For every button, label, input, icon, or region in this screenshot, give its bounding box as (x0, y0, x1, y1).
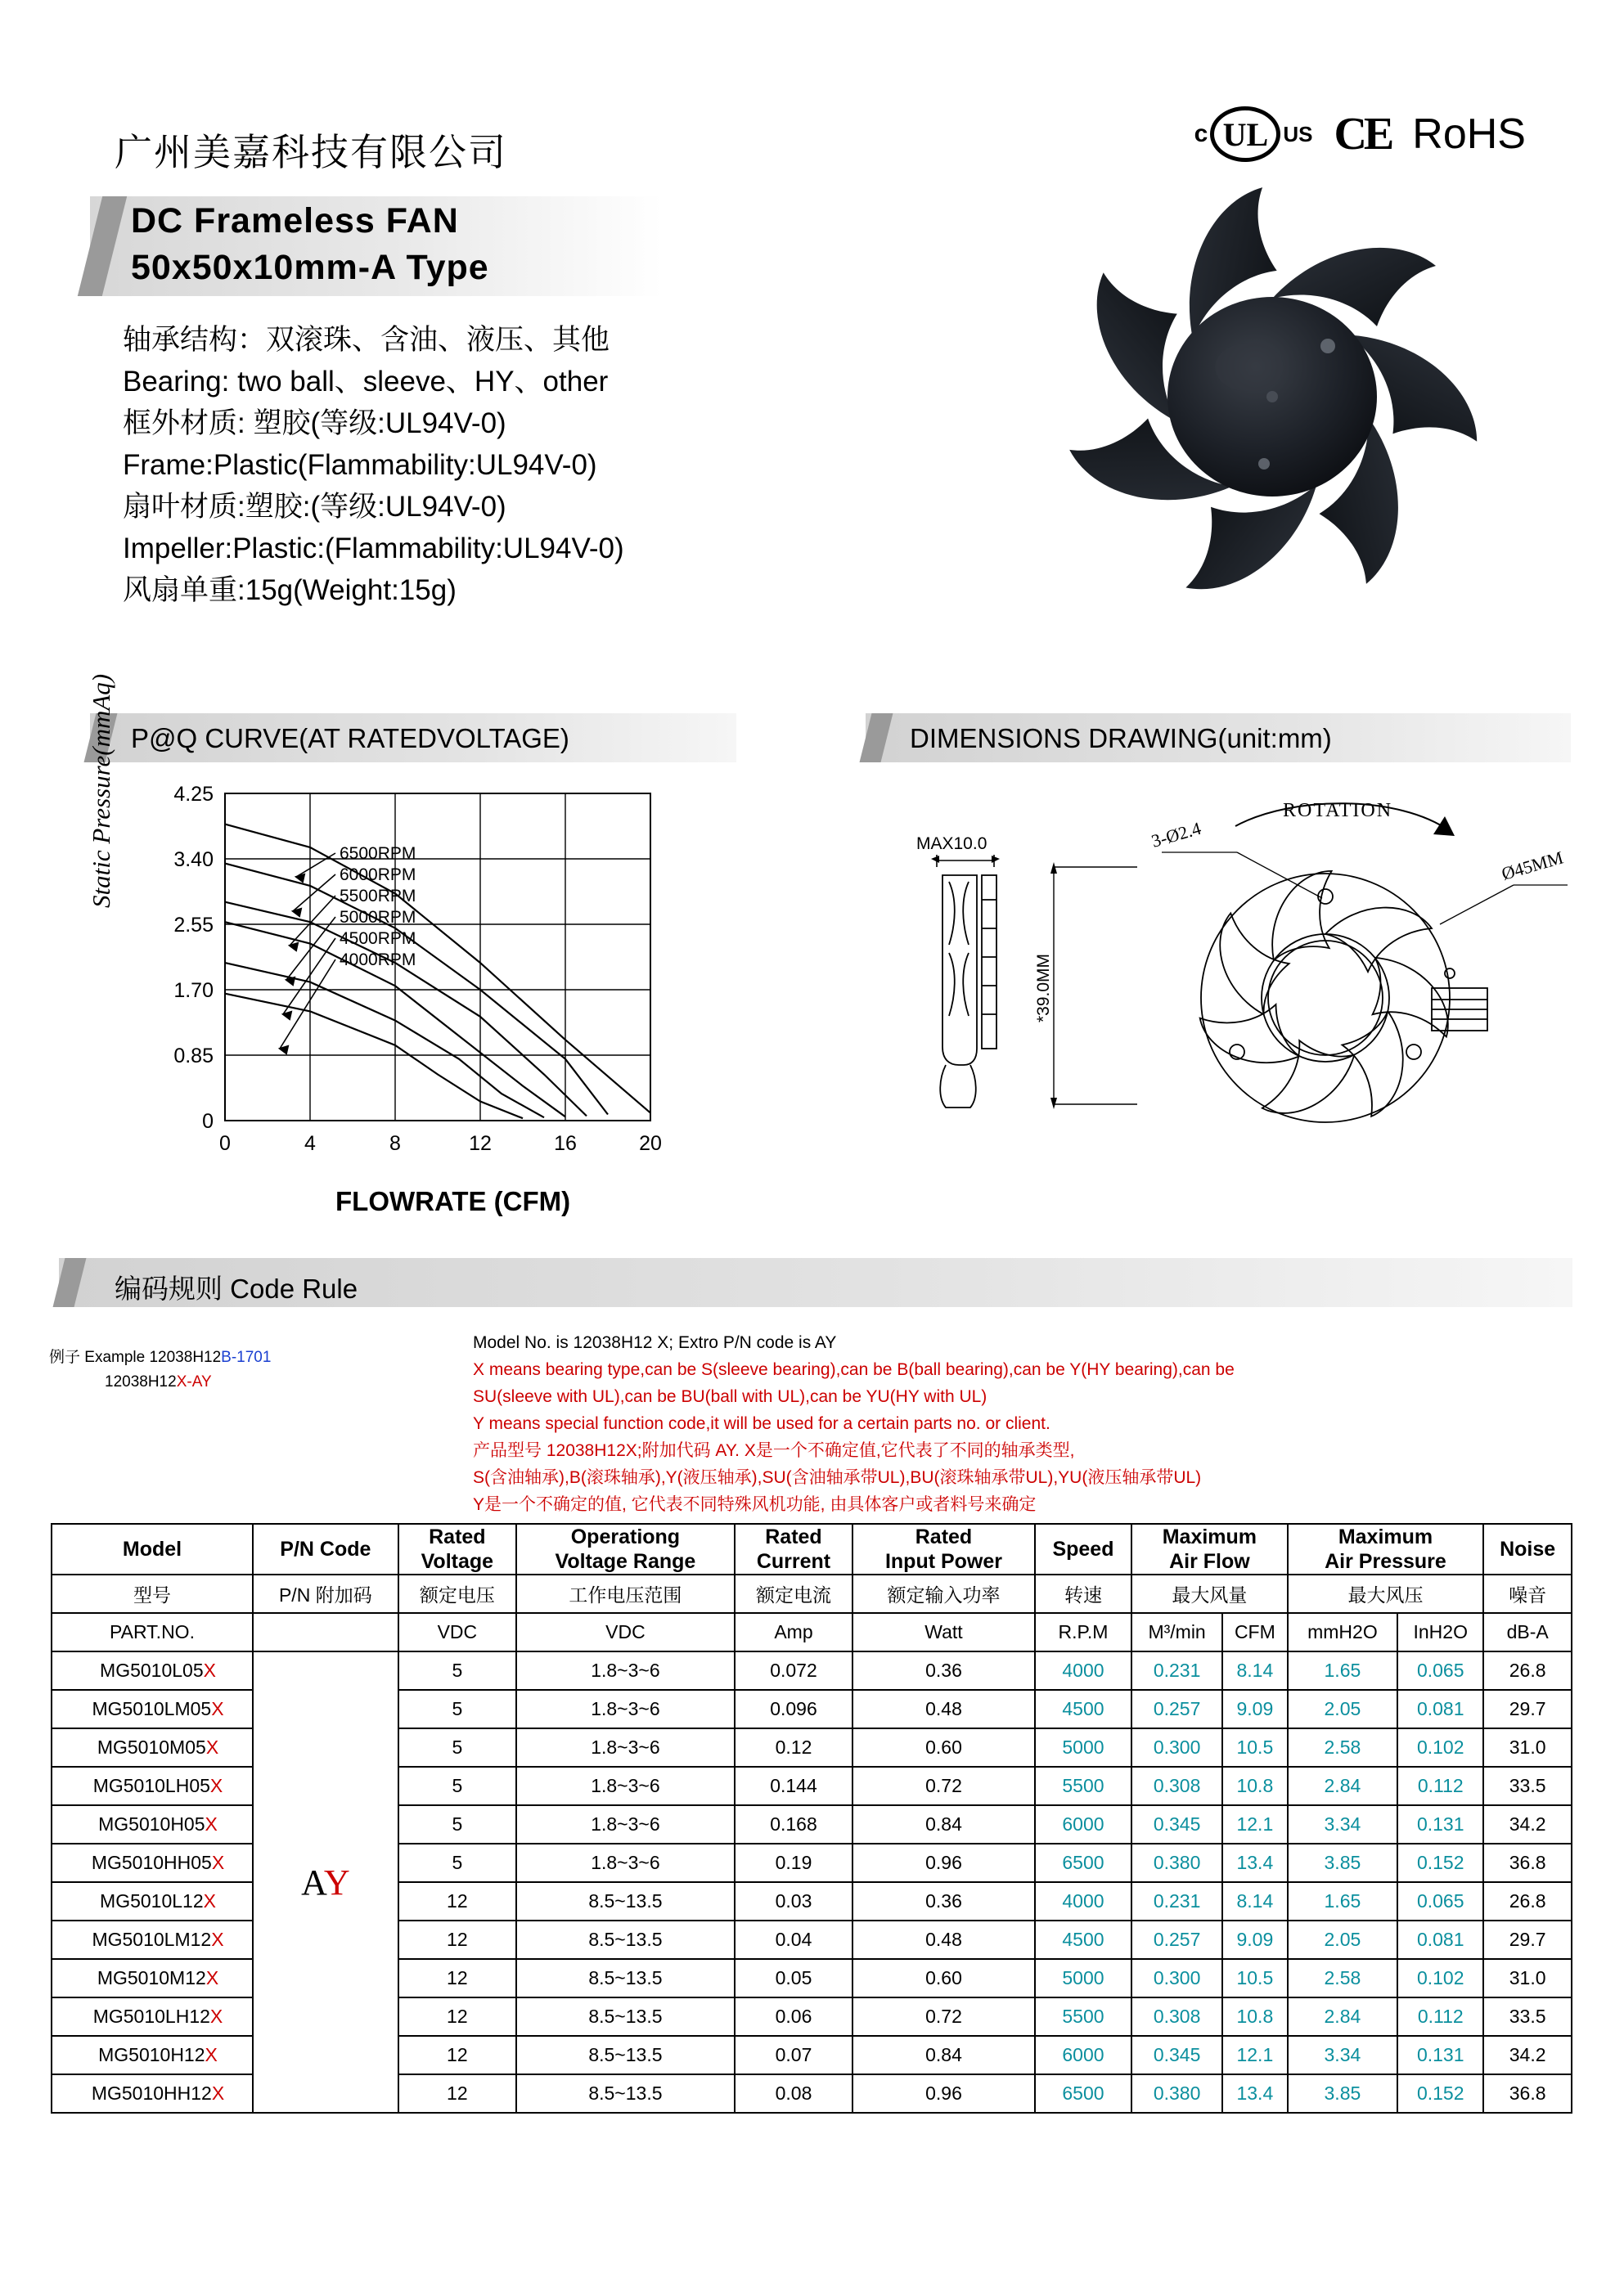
cell-pressure-mmh2o: 3.34 (1288, 1805, 1398, 1844)
cell-noise: 33.5 (1483, 1767, 1572, 1805)
th-cn-speed: 转速 (1035, 1575, 1131, 1613)
cell-voltage-range: 8.5~13.5 (516, 1959, 735, 1997)
cell-airflow-m3: 0.380 (1131, 2074, 1222, 2113)
cell-pressure-mmh2o: 3.85 (1288, 1844, 1398, 1882)
pq-y-tick: 0 (202, 1110, 214, 1133)
code-example-line2-suffix: X-AY (176, 1373, 212, 1391)
cell-speed: 6500 (1035, 1844, 1131, 1882)
height-dimension-label: *39.0MM (1034, 953, 1053, 1022)
pq-y-tick: 1.70 (173, 979, 214, 1002)
cell-model: MG5010H12X (52, 2036, 253, 2074)
cell-voltage-range: 8.5~13.5 (516, 2074, 735, 2113)
ul-listed-icon (1194, 106, 1313, 162)
specification-table (51, 1523, 1572, 2114)
pq-curve-6000rpm (225, 864, 608, 1115)
code-example-suffix: B-1701 (221, 1349, 272, 1366)
th-rated-current: Rated Current (735, 1524, 852, 1575)
cell-rated-current: 0.096 (735, 1690, 852, 1728)
th-rated-input-power: Rated Input Power (852, 1524, 1035, 1575)
cell-pressure-mmh2o: 2.84 (1288, 1767, 1398, 1805)
company-name: 广州美嘉科技有限公司 (115, 131, 507, 173)
cell-model: MG5010LM05X (52, 1690, 253, 1728)
specification-list (123, 319, 624, 611)
cell-rated-current: 0.168 (735, 1805, 852, 1844)
cell-input-power: 0.36 (852, 1651, 1035, 1690)
th-pn-code: P/N Code (253, 1524, 398, 1575)
cell-noise: 34.2 (1483, 2036, 1572, 2074)
pq-legend-leader (280, 959, 335, 1049)
cell-input-power: 0.84 (852, 1805, 1035, 1844)
pq-y-axis-label: Static Pressure(mmAq) (87, 673, 115, 908)
rohs-icon: RoHS (1412, 110, 1526, 158)
cell-airflow-m3: 0.308 (1131, 1767, 1222, 1805)
spec-frame-en: Frame:Plastic(Flammability:UL94V-0) (123, 449, 597, 481)
cell-airflow-m3: 0.380 (1131, 1844, 1222, 1882)
pq-legend-5000rpm: 5000RPM (340, 908, 416, 927)
cell-airflow-m3: 0.300 (1131, 1728, 1222, 1767)
cell-airflow-cfm: 12.1 (1222, 2036, 1288, 2074)
cell-model: MG5010L05X (52, 1651, 253, 1690)
th-rated-voltage: Rated Voltage (398, 1524, 516, 1575)
certification-marks (1194, 106, 1526, 162)
cell-speed: 4500 (1035, 1921, 1131, 1959)
code-rule-line-6: S(含油轴承),B(滚珠轴承),Y(液压轴承),SU(含油轴承带UL),BU(滚珠轴承带UL),YU(液压轴承带UL) (473, 1468, 1202, 1487)
cell-input-power: 0.36 (852, 1882, 1035, 1921)
cell-rated-current: 0.04 (735, 1921, 852, 1959)
cell-speed: 6500 (1035, 2074, 1131, 2113)
cell-voltage-range: 8.5~13.5 (516, 1921, 735, 1959)
th-cn-air-pressure: 最大风压 (1288, 1575, 1484, 1613)
cell-pressure-mmh2o: 2.05 (1288, 1690, 1398, 1728)
pq-x-tick: 0 (219, 1132, 231, 1155)
cell-airflow-cfm: 10.5 (1222, 1728, 1288, 1767)
th-cn-voltage-range: 工作电压范围 (516, 1575, 735, 1613)
cell-rated-current: 0.06 (735, 1997, 852, 2036)
cell-voltage-range: 8.5~13.5 (516, 1882, 735, 1921)
th-cn-noise: 噪音 (1483, 1575, 1572, 1613)
cell-pressure-inh2o: 0.131 (1397, 2036, 1483, 2074)
th-unit-dba: dB-A (1483, 1613, 1572, 1651)
th-unit-partno: PART.NO. (52, 1613, 253, 1651)
cell-noise: 29.7 (1483, 1921, 1572, 1959)
table-header-row-en (52, 1524, 1572, 1575)
cell-airflow-m3: 0.300 (1131, 1959, 1222, 1997)
th-max-air-flow: Maximum Air Flow (1131, 1524, 1288, 1575)
cell-airflow-cfm: 8.14 (1222, 1651, 1288, 1690)
cell-voltage-range: 8.5~13.5 (516, 2036, 735, 2074)
cell-pressure-inh2o: 0.081 (1397, 1921, 1483, 1959)
cell-noise: 31.0 (1483, 1959, 1572, 1997)
pq-legend-6000rpm: 6000RPM (340, 865, 416, 884)
cell-noise: 33.5 (1483, 1997, 1572, 2036)
cell-rated-voltage: 12 (398, 1882, 516, 1921)
cell-rated-voltage: 12 (398, 2036, 516, 2074)
code-rule-line-2: X means bearing type,can be S(sleeve bearing),can be B(ball bearing),can be Y(HY bearing),can be (473, 1360, 1235, 1379)
cell-airflow-cfm: 13.4 (1222, 2074, 1288, 2113)
pq-x-tick: 4 (304, 1132, 316, 1155)
th-unit-inh2o: InH2O (1397, 1613, 1483, 1651)
cell-pressure-mmh2o: 1.65 (1288, 1882, 1398, 1921)
spec-bearing-en: Bearing: two ball、sleeve、HY、other (123, 366, 609, 398)
cell-pressure-inh2o: 0.112 (1397, 1767, 1483, 1805)
cell-airflow-cfm: 9.09 (1222, 1921, 1288, 1959)
cell-airflow-cfm: 10.8 (1222, 1767, 1288, 1805)
cell-rated-current: 0.07 (735, 2036, 852, 2074)
ul-c-label: c (1194, 120, 1208, 147)
pq-legend-6500rpm: 6500RPM (340, 844, 416, 863)
pq-x-tick: 8 (389, 1132, 401, 1155)
section-dimensions-label: DIMENSIONS DRAWING(unit:mm) (910, 723, 1332, 753)
pq-x-axis-label: FLOWRATE (CFM) (335, 1186, 571, 1216)
th-max-air-pressure: Maximum Air Pressure (1288, 1524, 1484, 1575)
cell-model: MG5010HH12X (52, 2074, 253, 2113)
cell-noise: 26.8 (1483, 1882, 1572, 1921)
cell-input-power: 0.48 (852, 1921, 1035, 1959)
cell-pressure-mmh2o: 2.05 (1288, 1921, 1398, 1959)
th-cn-pn-code: P/N 附加码 (253, 1575, 398, 1613)
code-rule-description (473, 1329, 1577, 1518)
cell-input-power: 0.48 (852, 1690, 1035, 1728)
cell-rated-current: 0.072 (735, 1651, 852, 1690)
cell-airflow-cfm: 12.1 (1222, 1805, 1288, 1844)
cell-pressure-inh2o: 0.102 (1397, 1959, 1483, 1997)
cell-input-power: 0.96 (852, 1844, 1035, 1882)
cell-rated-voltage: 12 (398, 1997, 516, 2036)
pq-y-tick: 4.25 (173, 783, 214, 806)
th-cn-input-power: 额定输入功率 (852, 1575, 1035, 1613)
cell-voltage-range: 1.8~3~6 (516, 1844, 735, 1882)
cell-airflow-m3: 0.345 (1131, 1805, 1222, 1844)
cell-model: MG5010L12X (52, 1882, 253, 1921)
cell-airflow-cfm: 10.8 (1222, 1997, 1288, 2036)
code-rule-line-7: Y是一个不确定的值, 它代表不同特殊风机功能, 由具体客户或者料号来确定 (473, 1495, 1037, 1514)
cell-input-power: 0.72 (852, 1767, 1035, 1805)
pq-legend-4000rpm: 4000RPM (340, 950, 416, 969)
cell-speed: 4500 (1035, 1690, 1131, 1728)
cell-pressure-inh2o: 0.081 (1397, 1690, 1483, 1728)
table-header-row-units (52, 1613, 1572, 1651)
cell-rated-voltage: 5 (398, 1805, 516, 1844)
cell-model: MG5010LH05X (52, 1767, 253, 1805)
th-cn-air-flow: 最大风量 (1131, 1575, 1288, 1613)
th-noise: Noise (1483, 1524, 1572, 1575)
cell-rated-voltage: 5 (398, 1651, 516, 1690)
spec-impeller-en: Impeller:Plastic:(Flammability:UL94V-0) (123, 532, 624, 564)
cell-model: MG5010M05X (52, 1728, 253, 1767)
code-rule-line-5: 产品型号 12038H12X;附加代码 AY. X是一个不确定值,它代表了不同的轴承类型, (473, 1441, 1075, 1460)
cell-voltage-range: 1.8~3~6 (516, 1690, 735, 1728)
cell-input-power: 0.60 (852, 1959, 1035, 1997)
code-rule-line-1: Model No. is 12038H12 X; Extro P/N code is AY (473, 1333, 837, 1352)
th-unit-cfm: CFM (1222, 1613, 1288, 1651)
pq-curve-4000rpm (225, 994, 523, 1119)
cell-noise: 36.8 (1483, 2074, 1572, 2113)
dimension-drawing (867, 777, 1587, 1235)
table-row (52, 1651, 1572, 1690)
pq-x-tick: 12 (469, 1132, 492, 1155)
pq-y-tick: 0.85 (173, 1045, 214, 1067)
cell-airflow-m3: 0.345 (1131, 2036, 1222, 2074)
pq-x-tick: 16 (554, 1132, 577, 1155)
section-code-rule-label: 编码规则 Code Rule (115, 1274, 358, 1304)
cell-speed: 5000 (1035, 1959, 1131, 1997)
cell-rated-current: 0.08 (735, 2074, 852, 2113)
ce-icon: CE (1334, 109, 1392, 160)
cell-pressure-inh2o: 0.152 (1397, 1844, 1483, 1882)
th-unit-rpm: R.P.M (1035, 1613, 1131, 1651)
th-unit-vdc2: VDC (516, 1613, 735, 1651)
rotation-label: ROTATION (1283, 800, 1393, 821)
pq-legend-5500rpm: 5500RPM (340, 887, 416, 905)
code-rule-example (49, 1346, 271, 1395)
cell-input-power: 0.96 (852, 2074, 1035, 2113)
cell-airflow-cfm: 13.4 (1222, 1844, 1288, 1882)
cell-voltage-range: 1.8~3~6 (516, 1805, 735, 1844)
cell-pressure-inh2o: 0.065 (1397, 1651, 1483, 1690)
cell-input-power: 0.72 (852, 1997, 1035, 2036)
cell-airflow-cfm: 10.5 (1222, 1959, 1288, 1997)
diameter-label: Ø45MM (1499, 847, 1566, 884)
cell-input-power: 0.60 (852, 1728, 1035, 1767)
cell-speed: 6000 (1035, 1805, 1131, 1844)
th-operating-voltage-range: Operationg Voltage Range (516, 1524, 735, 1575)
table-header-row-cn (52, 1575, 1572, 1613)
cell-pressure-inh2o: 0.065 (1397, 1882, 1483, 1921)
cell-airflow-m3: 0.231 (1131, 1651, 1222, 1690)
code-rule-line-3: SU(sleeve with UL),can be BU(ball with UL),can be YU(HY with UL) (473, 1387, 987, 1406)
cell-input-power: 0.84 (852, 2036, 1035, 2074)
cell-model: MG5010M12X (52, 1959, 253, 1997)
cell-noise: 29.7 (1483, 1690, 1572, 1728)
cell-speed: 5500 (1035, 1767, 1131, 1805)
cell-speed: 4000 (1035, 1651, 1131, 1690)
spec-frame-cn: 框外材质: 塑胶(等级:UL94V-0) (123, 407, 506, 439)
pq-y-tick: 2.55 (173, 914, 214, 937)
cell-airflow-cfm: 9.09 (1222, 1690, 1288, 1728)
cell-rated-voltage: 5 (398, 1690, 516, 1728)
th-unit-pn (253, 1613, 398, 1651)
th-cn-model: 型号 (52, 1575, 253, 1613)
cell-noise: 34.2 (1483, 1805, 1572, 1844)
pq-legend-leader (290, 896, 335, 946)
hole-dimension-label: 3-Ø2.4 (1149, 817, 1203, 851)
th-cn-rated-current: 额定电流 (735, 1575, 852, 1613)
code-example-label: 例子 Example 12038H12 (49, 1349, 222, 1366)
th-unit-amp: Amp (735, 1613, 852, 1651)
pq-x-tick: 20 (639, 1132, 662, 1155)
cell-model: MG5010H05X (52, 1805, 253, 1844)
pq-y-tick: 3.40 (173, 848, 214, 871)
pq-plot-area (90, 777, 794, 1161)
cell-pressure-mmh2o: 3.34 (1288, 2036, 1398, 2074)
cell-pressure-mmh2o: 1.65 (1288, 1651, 1398, 1690)
ul-circle-icon: UL (1210, 106, 1280, 162)
cell-model: MG5010LH12X (52, 1997, 253, 2036)
cell-voltage-range: 1.8~3~6 (516, 1651, 735, 1690)
cell-rated-voltage: 12 (398, 1959, 516, 1997)
th-unit-mmh2o: mmH2O (1288, 1613, 1398, 1651)
cell-voltage-range: 8.5~13.5 (516, 1997, 735, 2036)
pq-curve-6500rpm (225, 824, 650, 1113)
cell-rated-current: 0.144 (735, 1767, 852, 1805)
product-title-line1: DC Frameless FAN (131, 201, 459, 240)
cell-airflow-m3: 0.257 (1131, 1690, 1222, 1728)
fan-product-photo (1035, 172, 1509, 630)
cell-pressure-mmh2o: 2.84 (1288, 1997, 1398, 2036)
th-unit-watt: Watt (852, 1613, 1035, 1651)
cell-rated-voltage: 12 (398, 1921, 516, 1959)
cell-rated-current: 0.03 (735, 1882, 852, 1921)
cell-speed: 6000 (1035, 2036, 1131, 2074)
cell-rated-voltage: 5 (398, 1844, 516, 1882)
section-pq-label: P@Q CURVE(AT RATEDVOLTAGE) (131, 723, 569, 753)
cell-airflow-m3: 0.257 (1131, 1921, 1222, 1959)
cell-noise: 26.8 (1483, 1651, 1572, 1690)
ul-us-label: US (1283, 121, 1313, 146)
cell-noise: 36.8 (1483, 1844, 1572, 1882)
cell-pressure-mmh2o: 3.85 (1288, 2074, 1398, 2113)
code-example-line2-base: 12038H12 (105, 1373, 177, 1391)
cell-rated-current: 0.12 (735, 1728, 852, 1767)
th-unit-vdc1: VDC (398, 1613, 516, 1651)
cell-airflow-m3: 0.308 (1131, 1997, 1222, 2036)
cell-pressure-inh2o: 0.112 (1397, 1997, 1483, 2036)
cell-rated-voltage: 5 (398, 1767, 516, 1805)
cell-model: MG5010HH05X (52, 1844, 253, 1882)
cell-rated-current: 0.05 (735, 1959, 852, 1997)
th-unit-m3min: M³/min (1131, 1613, 1222, 1651)
code-rule-line-4: Y means special function code,it will be used for a certain parts no. or client. (473, 1414, 1050, 1433)
cell-pressure-inh2o: 0.131 (1397, 1805, 1483, 1844)
cell-pressure-mmh2o: 2.58 (1288, 1959, 1398, 1997)
product-title-line2: 50x50x10mm-A Type (131, 248, 489, 287)
cell-model: MG5010LM12X (52, 1921, 253, 1959)
th-cn-rated-voltage: 额定电压 (398, 1575, 516, 1613)
spec-bearing-cn: 轴承结构：双滚珠、含油、液压、其他 (123, 324, 610, 356)
cell-rated-current: 0.19 (735, 1844, 852, 1882)
pq-legend-4500rpm: 4500RPM (340, 929, 416, 948)
cell-airflow-m3: 0.231 (1131, 1882, 1222, 1921)
cell-rated-voltage: 12 (398, 2074, 516, 2113)
th-model: Model (52, 1524, 253, 1575)
th-speed: Speed (1035, 1524, 1131, 1575)
cell-pressure-inh2o: 0.102 (1397, 1728, 1483, 1767)
table-body (52, 1651, 1572, 2113)
pq-legend-leader (296, 853, 335, 877)
spec-impeller-cn: 扇叶材质:塑胶:(等级:UL94V-0) (123, 491, 506, 523)
cell-voltage-range: 1.8~3~6 (516, 1728, 735, 1767)
cell-rated-voltage: 5 (398, 1728, 516, 1767)
cell-pressure-mmh2o: 2.58 (1288, 1728, 1398, 1767)
cell-noise: 31.0 (1483, 1728, 1572, 1767)
cell-voltage-range: 1.8~3~6 (516, 1767, 735, 1805)
cell-airflow-cfm: 8.14 (1222, 1882, 1288, 1921)
cell-speed: 5000 (1035, 1728, 1131, 1767)
cell-pn-code: AY (253, 1651, 398, 2113)
max-thickness-label: MAX10.0 (916, 834, 987, 853)
spec-weight: 风扇单重:15g(Weight:15g) (123, 574, 457, 606)
cell-speed: 4000 (1035, 1882, 1131, 1921)
cell-pressure-inh2o: 0.152 (1397, 2074, 1483, 2113)
cell-speed: 5500 (1035, 1997, 1131, 2036)
